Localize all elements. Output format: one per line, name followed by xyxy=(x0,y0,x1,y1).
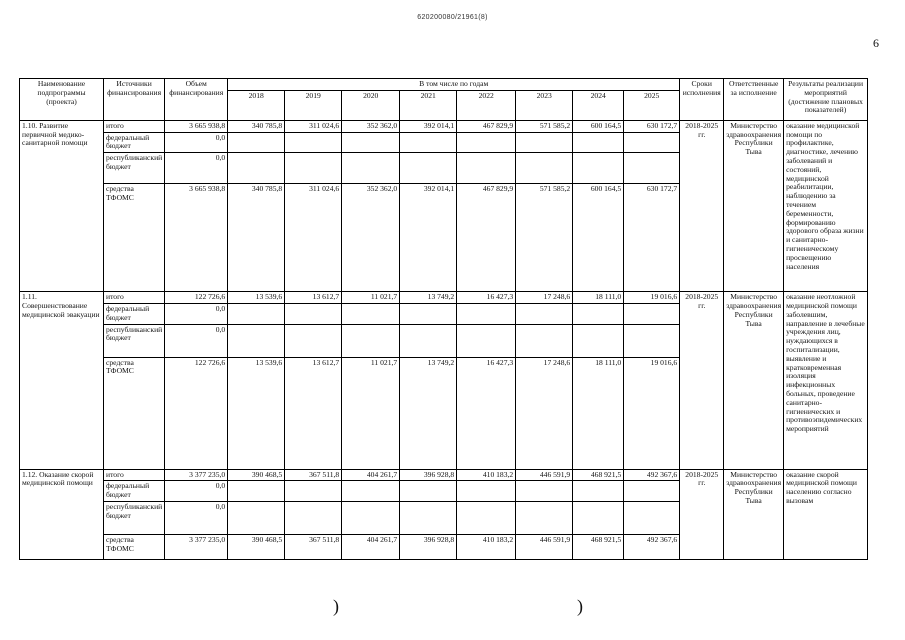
year-value-cell: 600 164,5 xyxy=(573,184,624,292)
year-header: 2022 xyxy=(457,90,516,120)
year-header: 2021 xyxy=(400,90,457,120)
volume-cell: 0,0 xyxy=(165,303,228,324)
source-cell: итого xyxy=(104,292,165,304)
year-value-cell xyxy=(228,324,285,357)
table-row xyxy=(20,120,868,132)
year-value-cell: 600 164,5 xyxy=(573,120,624,132)
year-value-cell: 340 785,8 xyxy=(228,184,285,292)
year-value-cell: 571 585,2 xyxy=(516,120,573,132)
year-value-cell xyxy=(228,501,285,534)
col-volume-header: Объем финансирования xyxy=(165,79,228,121)
year-value-cell: 446 591,9 xyxy=(516,469,573,481)
source-cell: федеральный бюджет xyxy=(104,481,165,502)
responsible-cell: Министерство здравоохранения Республики Тыва xyxy=(724,469,784,559)
footer-mark-left: ) xyxy=(333,596,339,616)
year-value-cell: 392 014,1 xyxy=(400,184,457,292)
year-value-cell: 396 928,8 xyxy=(400,534,457,559)
table-header xyxy=(20,79,868,121)
year-value-cell: 410 183,2 xyxy=(457,469,516,481)
source-cell: итого xyxy=(104,469,165,481)
year-value-cell xyxy=(624,501,680,534)
financing-table xyxy=(19,78,868,560)
year-value-cell: 571 585,2 xyxy=(516,184,573,292)
year-value-cell xyxy=(285,303,342,324)
volume-cell: 0,0 xyxy=(165,481,228,502)
source-cell: средства ТФОМС xyxy=(104,184,165,292)
year-value-cell xyxy=(400,153,457,184)
year-value-cell: 18 111,0 xyxy=(573,292,624,304)
terms-cell: 2018-2025 гг. xyxy=(680,120,724,291)
year-value-cell xyxy=(342,501,400,534)
year-value-cell xyxy=(342,481,400,502)
year-value-cell xyxy=(516,132,573,153)
results-cell: оказание медицинской помощи по профилактике, диагностике, лечению заболеваний и состояний, медицинской реабилитации, наблюдению за течением беременности, формированию здорового образа жизни и санитарно-гигиеническому просвещению населения xyxy=(784,120,868,291)
volume-cell: 0,0 xyxy=(165,153,228,184)
year-value-cell xyxy=(400,481,457,502)
volume-cell: 122 726,6 xyxy=(165,292,228,304)
year-value-cell xyxy=(285,153,342,184)
table-row xyxy=(20,292,868,304)
year-value-cell: 16 427,3 xyxy=(457,292,516,304)
document-stamp: 620200080/21961(8) xyxy=(417,14,488,21)
year-value-cell: 467 829,9 xyxy=(457,184,516,292)
year-value-cell xyxy=(228,303,285,324)
year-value-cell xyxy=(573,132,624,153)
year-value-cell xyxy=(400,324,457,357)
responsible-cell: Министерство здравоохранения Республики Тыва xyxy=(724,120,784,291)
program-name-cell: 1.11. Совершенствование медицинской эвакуации xyxy=(20,292,104,469)
source-cell: республиканский бюджет xyxy=(104,501,165,534)
results-cell: оказание неотложной медицинской помощи заболевшим, направление в лечебные учреждения лиц, нуждающихся в госпитализации, выявление и кратковременная изоляция инфекционных больных, проведение санитарно-гигиенических и противоэпидемических мероприятий xyxy=(784,292,868,469)
volume-cell: 0,0 xyxy=(165,132,228,153)
program-name-cell: 1.12. Оказание скорой медицинской помощи xyxy=(20,469,104,559)
year-value-cell xyxy=(342,303,400,324)
year-header: 2025 xyxy=(624,90,680,120)
year-value-cell: 390 468,5 xyxy=(228,534,285,559)
year-value-cell xyxy=(516,303,573,324)
program-name-cell: 1.10. Развитие первичной медико-санитарной помощи xyxy=(20,120,104,291)
year-value-cell: 396 928,8 xyxy=(400,469,457,481)
year-value-cell xyxy=(285,324,342,357)
volume-cell: 0,0 xyxy=(165,501,228,534)
year-value-cell: 13 749,2 xyxy=(400,292,457,304)
source-cell: итого xyxy=(104,120,165,132)
responsible-cell: Министерство здравоохранения Республики Тыва xyxy=(724,292,784,469)
year-value-cell: 13 539,6 xyxy=(228,357,285,469)
year-value-cell xyxy=(516,324,573,357)
year-value-cell xyxy=(624,481,680,502)
year-header: 2024 xyxy=(573,90,624,120)
year-value-cell: 630 172,7 xyxy=(624,120,680,132)
year-value-cell xyxy=(624,303,680,324)
year-value-cell: 467 829,9 xyxy=(457,120,516,132)
year-value-cell xyxy=(400,501,457,534)
col-years-group-header: В том числе по годам xyxy=(228,79,680,91)
col-responsible-header: Ответственные за исполнение xyxy=(724,79,784,121)
year-value-cell xyxy=(573,303,624,324)
year-value-cell xyxy=(457,153,516,184)
year-value-cell xyxy=(624,153,680,184)
year-value-cell xyxy=(573,153,624,184)
year-value-cell: 492 367,6 xyxy=(624,534,680,559)
year-value-cell xyxy=(457,481,516,502)
year-value-cell: 468 921,5 xyxy=(573,469,624,481)
year-value-cell xyxy=(342,324,400,357)
year-value-cell xyxy=(457,132,516,153)
year-value-cell: 18 111,0 xyxy=(573,357,624,469)
year-value-cell xyxy=(457,501,516,534)
col-sources-header: Источники финансирования xyxy=(104,79,165,121)
year-value-cell xyxy=(285,132,342,153)
year-value-cell: 410 183,2 xyxy=(457,534,516,559)
year-value-cell: 311 024,6 xyxy=(285,120,342,132)
year-value-cell: 630 172,7 xyxy=(624,184,680,292)
year-value-cell: 17 248,6 xyxy=(516,357,573,469)
year-value-cell xyxy=(624,324,680,357)
col-terms-header: Сроки исполнения xyxy=(680,79,724,121)
year-value-cell: 352 362,0 xyxy=(342,120,400,132)
volume-cell: 3 665 938,8 xyxy=(165,184,228,292)
year-value-cell: 17 248,6 xyxy=(516,292,573,304)
year-value-cell: 367 511,8 xyxy=(285,534,342,559)
terms-cell: 2018-2025 гг. xyxy=(680,292,724,469)
col-name-header: Наименование подпрограммы (проекта) xyxy=(20,79,104,121)
year-value-cell xyxy=(285,501,342,534)
year-value-cell xyxy=(228,132,285,153)
year-value-cell: 13 612,7 xyxy=(285,357,342,469)
year-value-cell: 311 024,6 xyxy=(285,184,342,292)
terms-cell: 2018-2025 гг. xyxy=(680,469,724,559)
year-value-cell xyxy=(400,303,457,324)
year-value-cell: 11 021,7 xyxy=(342,357,400,469)
year-value-cell: 392 014,1 xyxy=(400,120,457,132)
col-results-header: Результаты реализации мероприятий (достижение плановых показателей) xyxy=(784,79,868,121)
source-cell: республиканский бюджет xyxy=(104,153,165,184)
volume-cell: 0,0 xyxy=(165,324,228,357)
year-value-cell xyxy=(573,324,624,357)
year-value-cell: 13 539,6 xyxy=(228,292,285,304)
table-body xyxy=(20,120,868,559)
source-cell: республиканский бюджет xyxy=(104,324,165,357)
table-row xyxy=(20,469,868,481)
year-value-cell: 446 591,9 xyxy=(516,534,573,559)
year-value-cell: 13 612,7 xyxy=(285,292,342,304)
year-value-cell: 19 016,6 xyxy=(624,292,680,304)
source-cell: федеральный бюджет xyxy=(104,303,165,324)
year-value-cell xyxy=(228,481,285,502)
year-value-cell: 404 261,7 xyxy=(342,469,400,481)
volume-cell: 3 377 235,0 xyxy=(165,534,228,559)
year-value-cell xyxy=(400,132,457,153)
year-value-cell xyxy=(457,324,516,357)
year-value-cell xyxy=(342,132,400,153)
year-value-cell xyxy=(516,501,573,534)
volume-cell: 122 726,6 xyxy=(165,357,228,469)
year-header: 2020 xyxy=(342,90,400,120)
year-value-cell xyxy=(228,153,285,184)
volume-cell: 3 377 235,0 xyxy=(165,469,228,481)
year-header: 2023 xyxy=(516,90,573,120)
year-value-cell: 492 367,6 xyxy=(624,469,680,481)
source-cell: средства ТФОМС xyxy=(104,534,165,559)
year-value-cell: 19 016,6 xyxy=(624,357,680,469)
year-value-cell xyxy=(516,481,573,502)
year-value-cell: 340 785,8 xyxy=(228,120,285,132)
volume-cell: 3 665 938,8 xyxy=(165,120,228,132)
year-value-cell xyxy=(457,303,516,324)
year-value-cell xyxy=(285,481,342,502)
source-cell: федеральный бюджет xyxy=(104,132,165,153)
footer-mark-right: ) xyxy=(577,596,583,616)
source-cell: средства ТФОМС xyxy=(104,357,165,469)
year-header: 2018 xyxy=(228,90,285,120)
results-cell: оказание скорой медицинской помощи населению согласно вызовам xyxy=(784,469,868,559)
year-value-cell: 11 021,7 xyxy=(342,292,400,304)
year-value-cell: 16 427,3 xyxy=(457,357,516,469)
year-value-cell xyxy=(342,153,400,184)
year-value-cell: 367 511,8 xyxy=(285,469,342,481)
year-value-cell xyxy=(573,501,624,534)
year-value-cell: 352 362,0 xyxy=(342,184,400,292)
page-number: 6 xyxy=(873,36,879,50)
year-value-cell xyxy=(624,132,680,153)
year-value-cell: 404 261,7 xyxy=(342,534,400,559)
year-value-cell xyxy=(573,481,624,502)
year-header: 2019 xyxy=(285,90,342,120)
year-value-cell: 468 921,5 xyxy=(573,534,624,559)
year-value-cell xyxy=(516,153,573,184)
year-value-cell: 13 749,2 xyxy=(400,357,457,469)
year-value-cell: 390 468,5 xyxy=(228,469,285,481)
